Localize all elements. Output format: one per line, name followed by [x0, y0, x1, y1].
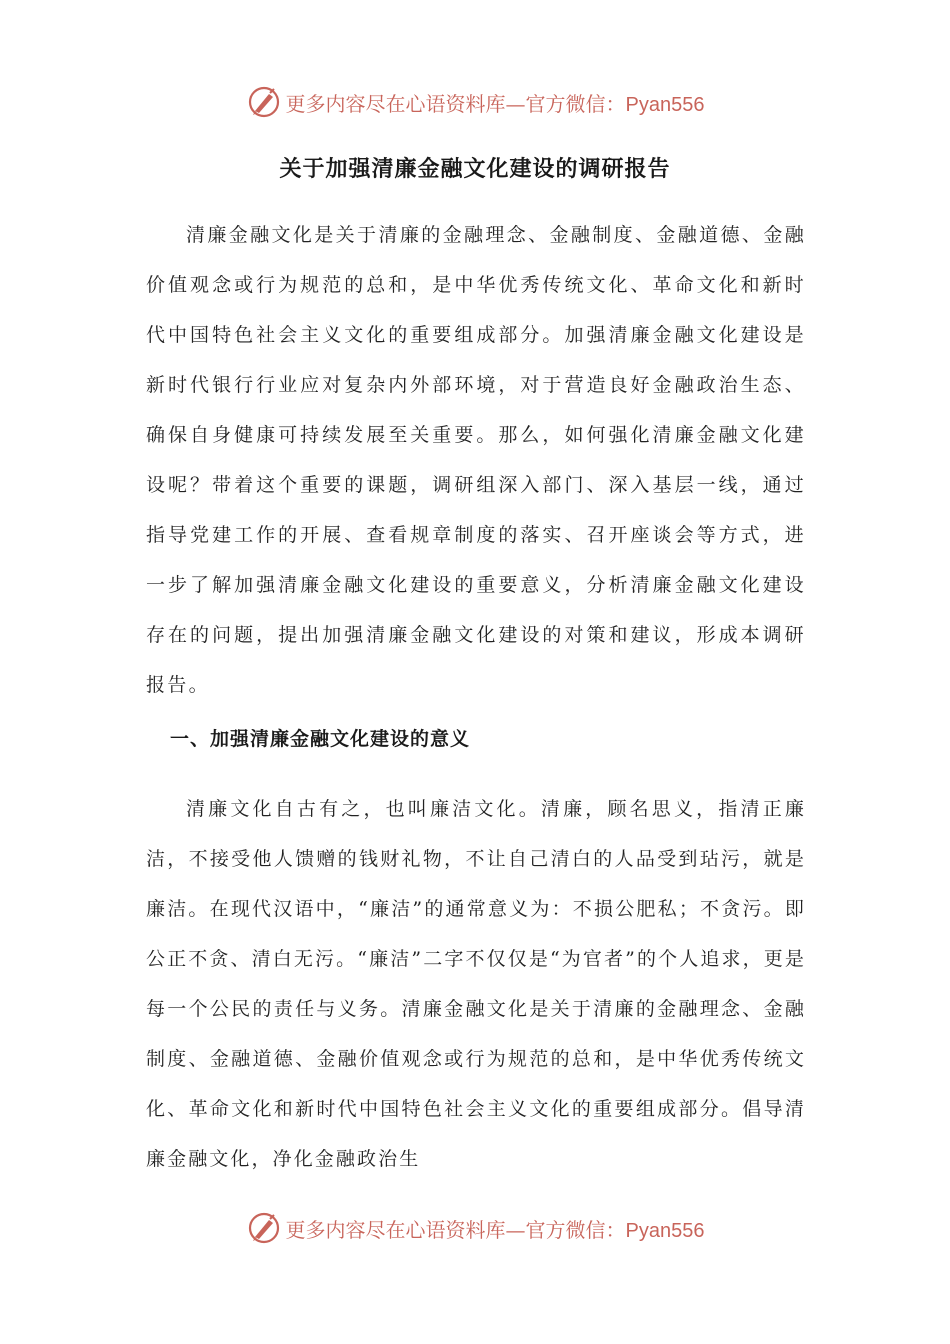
section-heading-significance: 一、加强清廉金融文化建设的意义: [170, 728, 471, 750]
paragraph-intro: 清廉金融文化是关于清廉的金融理念、金融制度、金融道德、金融价值观念或行为规范的总和，是中华优秀传统文化、革命文化和新时代中国特色社会主义文化的重要组成部分。加强清廉金融文化建设是新时代银行行业应对复杂内外部环境，对于营造良好金融政治生态、确保自身健康可持续发展至关重要。那么，如何强化清廉金融文化建设呢？带着这个重要的课题，调研组深入部门、深入基层一线，通过指导党建工作的开展、查看规章制度的落实、召开座谈会等方式，进一步了解加强清廉金融文化建设的重要意义，分析清廉金融文化建设存在的问题，提出加强清廉金融文化建设的对策和建议，形成本调研报告。: [146, 224, 806, 696]
header-banner-text: 更多内容尽在心语资料库—官方微信：Pyan556: [285, 91, 705, 116]
header-watermark-banner: [0, 82, 950, 122]
pen-logo-icon: [246, 1210, 282, 1246]
footer-watermark-banner: [0, 1208, 950, 1248]
document-title: 关于加强清廉金融文化建设的调研报告: [279, 157, 671, 182]
footer-banner-text: 更多内容尽在心语资料库—官方微信：Pyan556: [285, 1217, 705, 1242]
pen-logo-icon: [246, 84, 282, 120]
paragraph-significance: 清廉文化自古有之，也叫廉洁文化。清廉，顾名思义，指清正廉洁，不接受他人馈赠的钱财礼物，不让自己清白的人品受到玷污，就是廉洁。在现代汉语中，“廉洁”的通常意义为：不损公肥私；不贪污。即公正不贪、清白无污。“廉洁”二字不仅仅是“为官者”的个人追求，更是每一个公民的责任与义务。清廉金融文化是关于清廉的金融理念、金融制度、金融道德、金融价值观念或行为规范的总和，是中华优秀传统文化、革命文化和新时代中国特色社会主义文化的重要组成部分。倡导清廉金融文化，净化金融政治生: [146, 798, 806, 1170]
